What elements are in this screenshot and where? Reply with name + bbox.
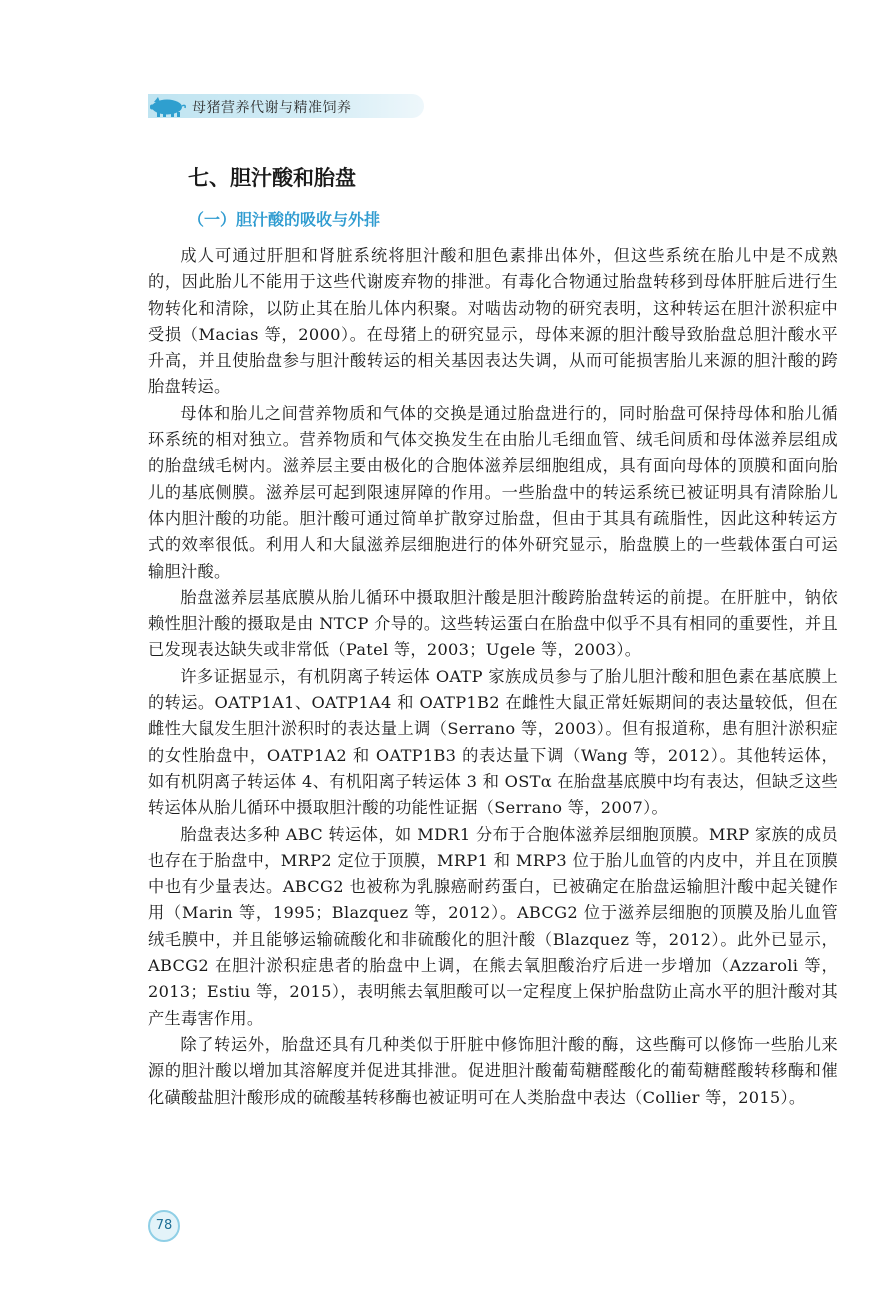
- subsection-heading: （一）胆汁酸的吸收与外排: [188, 210, 381, 229]
- paragraph: 除了转运外，胎盘还具有几种类似于肝脏中修饰胆汁酸的酶，这些酶可以修饰一些胎儿来源的胆汁酸以增加其溶解度并促进其排泄。促进胆汁酸葡萄糖醛酸化的葡萄糖醛酸转移酶和催化磺酸盐胆汁酸形成的硫酸基转移酶也被证明可在人类胎盘中表达（Collier 等，2015）。: [148, 1034, 838, 1107]
- page-number: 78: [148, 1210, 180, 1242]
- paragraph: 许多证据显示，有机阴离子转运体 OATP 家族成员参与了胎儿胆汁酸和胆色素在基底膜上的转运。OATP1A1、OATP1A4 和 OATP1B2 在雌性大鼠正常妊娠期间的表达量较低，但在雌性大鼠发生胆汁淤积时的表达量上调（Serrano 等，2003）。但有报道称，患有胆汁淤积症的女性胎盘中，OATP1A2 和 OATP1B3 的表达量下调（Wang 等，2012）。其他转运体，如有机阴离子转运体 4、有机阳离子转运体 3 和 OSTα 在胎盘基底膜中均有表达，但缺乏这些转运体从胎儿循环中摄取胆汁酸的功能性证据（Serrano 等，2007）。: [148, 666, 838, 818]
- paragraph: 母体和胎儿之间营养物质和气体的交换是通过胎盘进行的，同时胎盘可保持母体和胎儿循环系统的相对独立。营养物质和气体交换发生在由胎儿毛细血管、绒毛间质和母体滋养层组成的胎盘绒毛树内。滋养层主要由极化的合胞体滋养层细胞组成，具有面向母体的顶膜和面向胎儿的基底侧膜。滋养层可起到限速屏障的作用。一些胎盘中的转运系统已被证明具有清除胎儿体内胆汁酸的功能。胆汁酸可通过简单扩散穿过胎盘，但由于其具有疏脂性，因此这种转运方式的效率很低。利用人和大鼠滋养层细胞进行的体外研究显示，胎盘膜上的一些载体蛋白可运输胆汁酸。: [148, 403, 838, 581]
- paragraph: 成人可通过肝胆和肾脏系统将胆汁酸和胆色素排出体外，但这些系统在胎儿中是不成熟的，因此胎儿不能用于这些代谢废弃物的排泄。有毒化合物通过胎盘转移到母体肝脏后进行生物转化和清除，以防止其在胎儿体内积聚。对啮齿动物的研究表明，这种转运在胆汁淤积症中受损（Macias 等，2000）。在母猪上的研究显示，母体来源的胆汁酸导致胎盘总胆汁酸水平升高，并且使胎盘参与胆汁酸转运的相关基因表达失调，从而可能损害胎儿来源的胆汁酸的跨胎盘转运。: [148, 246, 838, 397]
- section-heading: 七、胆汁酸和胎盘: [188, 166, 356, 190]
- paragraph: 胎盘滋养层基底膜从胎儿循环中摄取胆汁酸是胆汁酸跨胎盘转运的前提。在肝脏中，钠依赖性胆汁酸的摄取是由 NTCP 介导的。这些转运蛋白在胎盘中似乎不具有相同的重要性，并且已发现表达缺失或非常低（Patel 等，2003；Ugele 等，2003）。: [148, 587, 838, 660]
- running-header: [148, 94, 424, 120]
- pig-icon: [148, 95, 188, 117]
- paragraph: 胎盘表达多种 ABC 转运体，如 MDR1 分布于合胞体滋养层细胞顶膜。MRP 家族的成员也存在于胎盘中，MRP2 定位于顶膜，MRP1 和 MRP3 位于胎儿血管的内皮中，并且在顶膜中也有少量表达。ABCG2 也被称为乳腺癌耐药蛋白，已被确定在胎盘运输胆汁酸中起关键作用（Marin 等，1995；Blazquez 等，2012）。ABCG2 位于滋养层细胞的顶膜及胎儿血管绒毛膜中，并且能够运输硫酸化和非硫酸化的胆汁酸（Blazquez 等，2012）。此外已显示，ABCG2 在胆汁淤积症患者的胎盘中上调，在熊去氧胆酸治疗后进一步增加（Azzaroli 等，2013；Estiu 等，2015），表明熊去氧胆酸可以一定程度上保护胎盘防止高水平的胆汁酸对其产生毒害作用。: [148, 824, 838, 1028]
- book-title: 母猪营养代谢与精准饲养: [192, 100, 352, 116]
- body-text: [148, 243, 838, 1111]
